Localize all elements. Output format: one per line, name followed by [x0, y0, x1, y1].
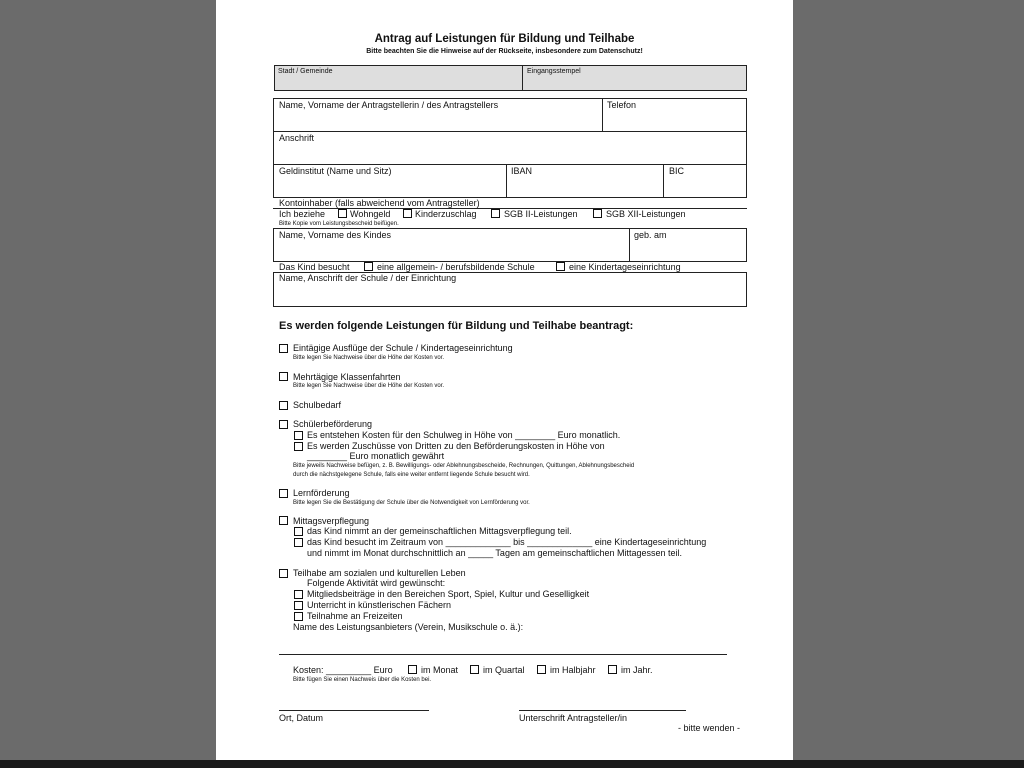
bitte-wenden: - bitte wenden -: [678, 723, 741, 733]
bottom-bar: [0, 760, 1024, 768]
geb-divider: [629, 228, 630, 262]
anbieter-line[interactable]: [279, 654, 727, 655]
befoerderung-checkbox[interactable]: [279, 420, 288, 429]
jahr-label: im Jahr.: [621, 665, 653, 675]
telefon-divider: [602, 98, 603, 131]
teilhabe-checkbox[interactable]: [279, 569, 288, 578]
bef-zuschuss-label: Es werden Zuschüsse von Dritten zu den Beförderungskosten in Höhe von: [307, 441, 605, 451]
lern-checkbox[interactable]: [279, 489, 288, 498]
quartal-checkbox[interactable]: [470, 665, 479, 674]
geldinstitut-label: Geldinstitut (Name und Sitz): [279, 166, 392, 176]
applicant-name-label: Name, Vorname der Antragstellerin / des Antragstellers: [279, 100, 499, 110]
quartal-label: im Quartal: [483, 665, 525, 675]
mittag-tage-label: und nimmt im Monat durchschnittlich an _____ Tagen am gemeinschaftlichen Mittagessen teil.: [307, 548, 683, 558]
kinderzuschlag-checkbox[interactable]: [403, 209, 412, 218]
mitglied-checkbox[interactable]: [294, 590, 303, 599]
mittag-teil-label: das Kind nimmt an der gemeinschaftlichen Mittagsverpflegung teil.: [307, 526, 572, 536]
lern-label: Lernförderung: [293, 488, 350, 498]
freizeit-label: Teilnahme an Freizeiten: [307, 611, 403, 621]
mittag-teil-checkbox[interactable]: [294, 527, 303, 536]
office-divider: [522, 65, 523, 91]
monat-checkbox[interactable]: [408, 665, 417, 674]
sgb2-checkbox[interactable]: [491, 209, 500, 218]
jahr-checkbox[interactable]: [608, 665, 617, 674]
monat-label: im Monat: [421, 665, 459, 675]
kosten-label: Kosten: _________ Euro: [293, 665, 393, 675]
bic-divider: [663, 164, 664, 198]
schule-name-label: Name, Anschrift der Schule / der Einrichtung: [279, 273, 457, 283]
bef-kosten-checkbox[interactable]: [294, 431, 303, 440]
anbieter-label: Name des Leistungsanbieters (Verein, Musikschule o. ä.):: [293, 622, 524, 632]
section-title: Es werden folgende Leistungen für Bildung und Teilhabe beantragt:: [279, 320, 634, 332]
office-fields-box: [274, 65, 747, 91]
form-page: [216, 0, 793, 760]
teilhabe-sub-label: Folgende Aktivität wird gewünscht:: [307, 578, 446, 588]
stadt-label: Stadt / Gemeinde: [278, 68, 333, 75]
ort-datum-line[interactable]: [279, 710, 429, 711]
mehrtaegig-label: Mehrtägige Klassenfahrten: [293, 372, 401, 382]
kontoinhaber-label: Kontoinhaber (falls abweichend vom Antragsteller): [279, 198, 480, 208]
freizeit-checkbox[interactable]: [294, 612, 303, 621]
halbjahr-checkbox[interactable]: [537, 665, 546, 674]
besucht-label: Das Kind besucht: [279, 262, 350, 272]
mitglied-label: Mitgliedsbeiträge in den Bereichen Sport, Spiel, Kultur und Geselligkeit: [307, 589, 590, 599]
child-name-label: Name, Vorname des Kindes: [279, 230, 392, 240]
mittag-zeitraum-label: das Kind besucht im Zeitraum von _____________ bis _____________ eine Kindertageseinrichtung: [307, 537, 707, 547]
anschrift-label: Anschrift: [279, 133, 315, 143]
applicant-box: [273, 98, 747, 198]
kinderzuschlag-label: Kinderzuschlag: [415, 209, 477, 219]
mittag-checkbox[interactable]: [279, 516, 288, 525]
bef-note-2: durch die nächstgelegene Schule, falls eine weiter entfernt liegende Schule besucht wird.: [293, 472, 530, 478]
stempel-label: Eingangsstempel: [527, 68, 581, 75]
schule-option-label: eine allgemein- / berufsbildende Schule: [377, 262, 535, 272]
lern-note: Bitte legen Sie die Bestätigung der Schule über die Notwendigkeit von Lernförderung vor.: [293, 500, 530, 506]
schulbedarf-label: Schulbedarf: [293, 400, 342, 410]
bef-zuschuss-amount: ________ Euro monatlich gewährt: [307, 451, 445, 461]
form-subtitle: Bitte beachten Sie die Hinweise auf der Rückseite, insbesondere zum Datenschutz!: [366, 48, 643, 55]
eintaegig-label: Eintägige Ausflüge der Schule / Kindertageseinrichtung: [293, 343, 513, 353]
bef-kosten-label: Es entstehen Kosten für den Schulweg in Höhe von ________ Euro monatlich.: [307, 430, 621, 440]
form-title: Antrag auf Leistungen für Bildung und Teilhabe: [374, 33, 635, 45]
unterricht-checkbox[interactable]: [294, 601, 303, 610]
sgb2-label: SGB II-Leistungen: [504, 209, 578, 219]
telefon-label: Telefon: [607, 100, 637, 110]
mehrtaegig-note: Bitte legen Sie Nachweise über die Höhe der Kosten vor.: [293, 383, 445, 389]
mittag-zeitraum-checkbox[interactable]: [294, 538, 303, 547]
bef-zuschuss-checkbox[interactable]: [294, 442, 303, 451]
bezug-label: Ich beziehe: [279, 209, 326, 219]
mittag-label: Mittagsverpflegung: [293, 516, 370, 526]
kita-option-label: eine Kindertageseinrichtung: [569, 262, 681, 272]
eintaegig-note: Bitte legen Sie Nachweise über die Höhe der Kosten vor.: [293, 355, 445, 361]
applicant-row-line-2: [273, 164, 747, 165]
unterschrift-label: Unterschrift Antragsteller/in: [519, 713, 628, 723]
befoerderung-label: Schülerbeförderung: [293, 419, 373, 429]
schule-checkbox[interactable]: [364, 262, 373, 271]
geb-label: geb. am: [634, 230, 667, 240]
ort-datum-label: Ort, Datum: [279, 713, 324, 723]
bic-label: BIC: [669, 166, 685, 176]
sgb12-checkbox[interactable]: [593, 209, 602, 218]
wohngeld-label: Wohngeld: [350, 209, 391, 219]
iban-label: IBAN: [511, 166, 533, 176]
bef-note-1: Bitte jeweils Nachweise befügen, z. B. Bewilligungs- oder Ablehnungsbescheide, Rechnungen, Quittungen, Ablehnungsbescheid: [293, 463, 635, 469]
sgb12-label: SGB XII-Leistungen: [606, 209, 686, 219]
teilhabe-label: Teilhabe am sozialen und kulturellen Leben: [293, 568, 466, 578]
unterricht-label: Unterricht in künstlerischen Fächern: [307, 600, 452, 610]
kosten-note: Bitte fügen Sie einen Nachweis über die Kosten bei.: [293, 677, 432, 683]
bezug-note: Bitte Kopie vom Leistungsbescheid beifügen.: [279, 221, 399, 227]
schulbedarf-checkbox[interactable]: [279, 401, 288, 410]
halbjahr-label: im Halbjahr: [550, 665, 596, 675]
applicant-row-line-1: [273, 131, 747, 132]
mehrtaegig-checkbox[interactable]: [279, 372, 288, 381]
wohngeld-checkbox[interactable]: [338, 209, 347, 218]
kita-checkbox[interactable]: [556, 262, 565, 271]
eintaegig-checkbox[interactable]: [279, 344, 288, 353]
iban-divider: [506, 164, 507, 198]
unterschrift-line[interactable]: [519, 710, 686, 711]
